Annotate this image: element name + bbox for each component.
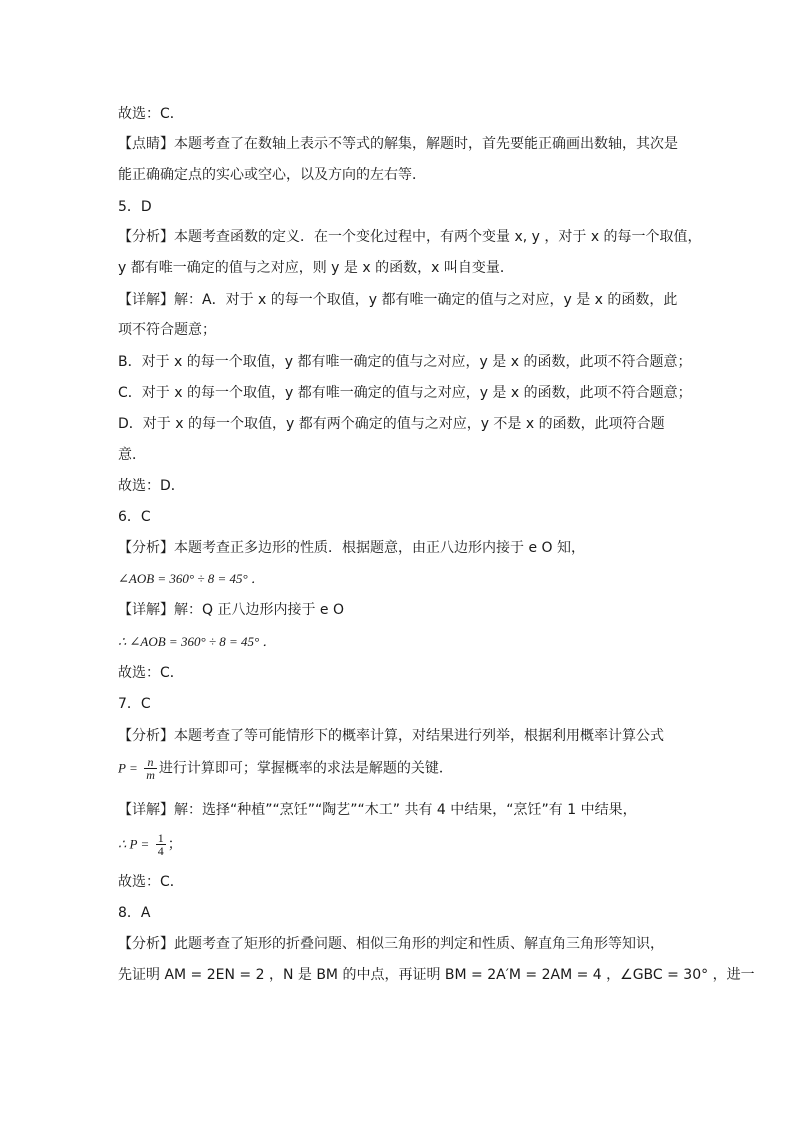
- text-line-9: B．对于 x 的每一个取值，y 都有唯一确定的值与之对应，y 是 x 的函数，此项不符合题意；: [118, 354, 692, 370]
- text-line-27: 【分析】此题考查了矩形的折叠问题、相似三角形的判定和性质、解直角三角形等知识，: [118, 936, 664, 952]
- text-line-17: 【详解】解：Q 正八边形内接于 e O: [118, 602, 345, 618]
- text-line-24: [118, 832, 678, 857]
- fraction-numerator: n: [144, 756, 157, 769]
- fraction-denominator: 4: [157, 844, 164, 858]
- text-line-21: 【分析】本题考查了等可能情形下的概率计算，对结果进行列举，根据利用概率计算公式: [118, 728, 664, 744]
- text-line-11: D．对于 x 的每一个取值，y 都有两个确定的值与之对应，y 不是 x 的函数，此项符合题: [118, 416, 665, 432]
- text-line-23: 【详解】解：选择“种植”“烹饪”“陶艺”“木工” 共有 4 中结果，“烹饪”有 1 中结果，: [118, 802, 637, 818]
- fraction-1-over-4: [156, 832, 166, 857]
- formula-angle-aob: ∠AOB = 360° ÷ 8 = 45° ．: [118, 571, 264, 586]
- question-number-5: 5．D: [118, 199, 152, 215]
- formula-p-label: P =: [118, 760, 138, 776]
- text-line-5: 【分析】本题考查函数的定义．在一个变化过程中，有两个变量 x, y ，对于 x 的每一个取值，: [118, 229, 702, 245]
- text-line-1: 故选：C．: [118, 106, 184, 122]
- fraction-denominator: m: [146, 768, 155, 782]
- formula-p2-label: ∴ P =: [118, 836, 150, 852]
- fraction-n-over-m: [144, 756, 157, 781]
- text-line-2: 【点睛】本题考查了在数轴上表示不等式的解集，解题时，首先要能正确画出数轴，其次是: [118, 136, 678, 152]
- text-line-13: 故选：D．: [118, 478, 185, 494]
- text-line-22-rest: 进行计算即可；掌握概率的求法是解题的关键．: [158, 760, 453, 777]
- text-line-25: 故选：C．: [118, 874, 184, 890]
- question-number-7: 7．C: [118, 696, 151, 712]
- text-line-3: 能正确确定点的实心或空心，以及方向的左右等．: [118, 167, 426, 183]
- fraction-numerator: 1: [157, 831, 164, 845]
- text-line-19: 故选：C．: [118, 665, 184, 681]
- text-line-12: 意．: [118, 447, 146, 463]
- text-line-7: 【详解】解：A．对于 x 的每一个取值，y 都有唯一确定的值与之对应，y 是 x 的函数，此: [118, 292, 678, 308]
- formula-therefore-angle: ∴ ∠AOB = 360° ÷ 8 = 45° ．: [118, 634, 276, 649]
- text-line-28: 先证明 AM = 2EN = 2 ，N 是 BM 的中点，再证明 BM = 2A′M = 2AM = 4 ，∠GBC = 30° ，进一: [118, 967, 755, 983]
- question-number-6: 6．C: [118, 509, 151, 525]
- text-line-22: [118, 756, 678, 781]
- text-line-8: 项不符合题意；: [118, 322, 216, 338]
- text-line-24-rest: ；: [167, 836, 182, 853]
- text-line-6: y 都有唯一确定的值与之对应，则 y 是 x 的函数，x 叫自变量．: [118, 260, 514, 276]
- question-number-8: 8．A: [118, 905, 151, 921]
- text-line-15: 【分析】本题考查正多边形的性质．根据题意，由正八边形内接于 e O 知，: [118, 540, 585, 556]
- text-line-10: C．对于 x 的每一个取值，y 都有唯一确定的值与之对应，y 是 x 的函数，此项不符合题意；: [118, 385, 692, 401]
